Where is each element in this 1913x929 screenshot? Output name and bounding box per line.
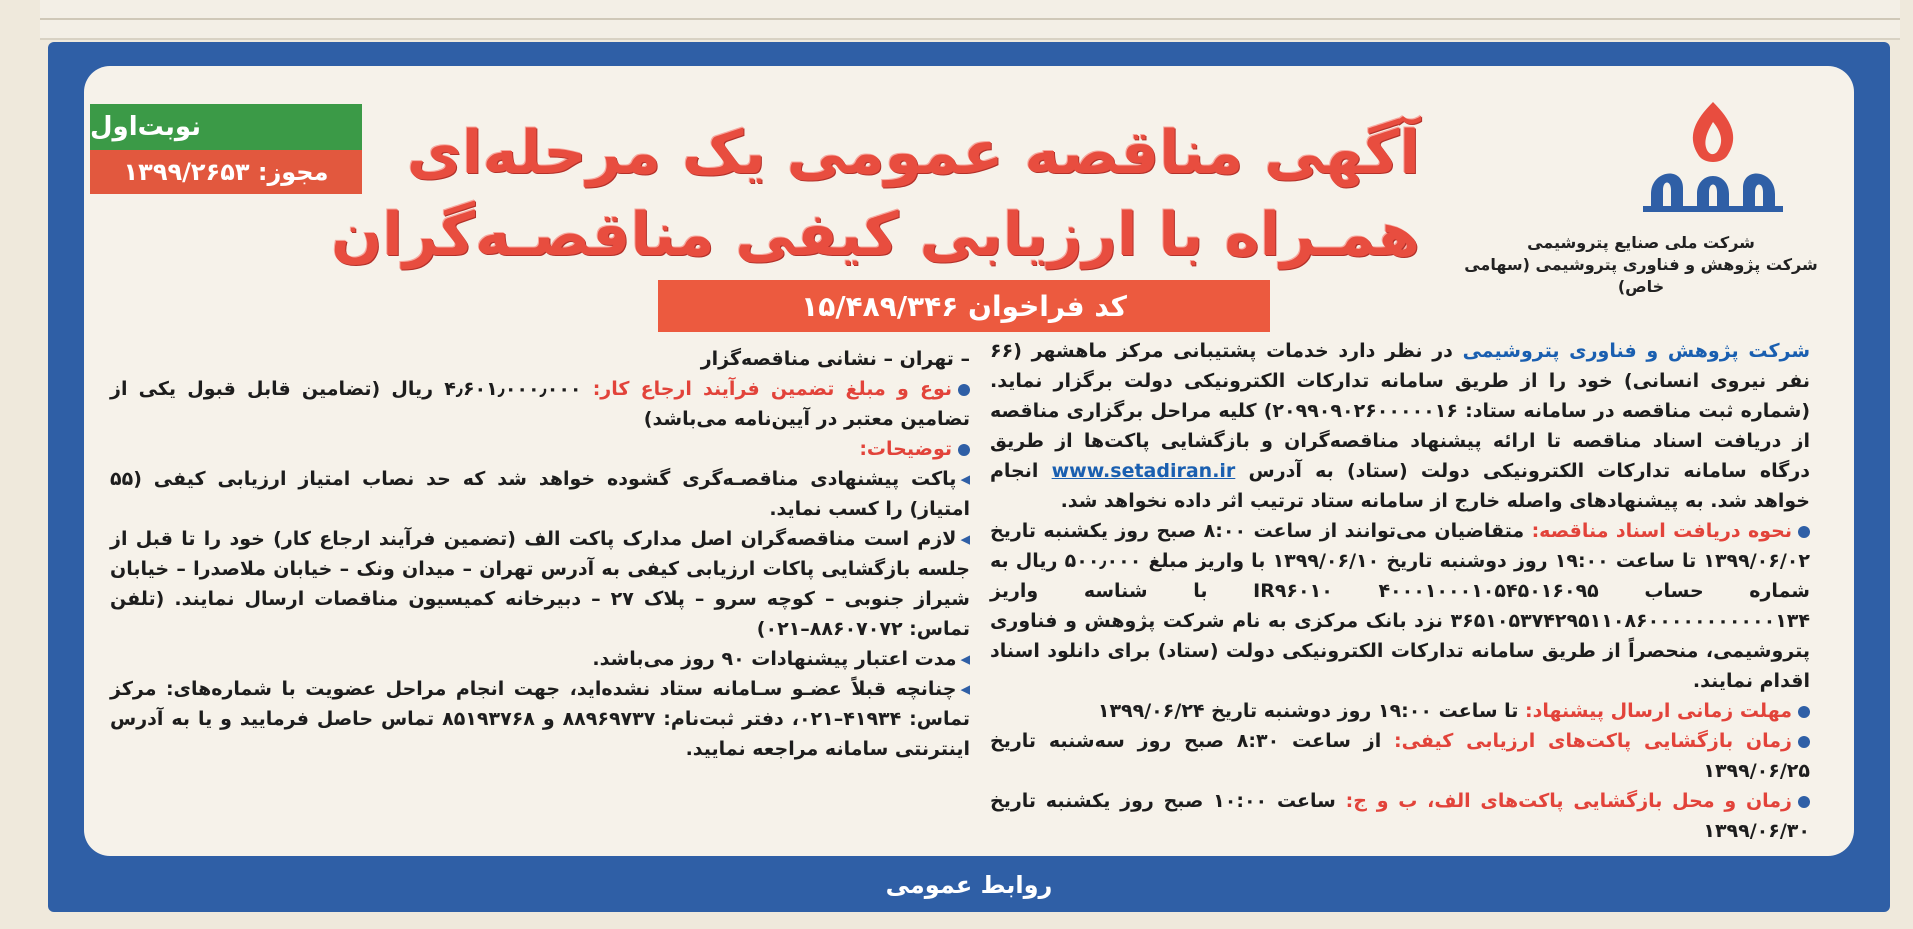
arrow-bullet-icon: ◂ [960,648,970,670]
bullet-dot-icon [958,444,970,456]
notes-label: توضیحات: [859,438,952,460]
documents-label: نحوه دریافت اسناد مناقصه: [1524,520,1792,542]
note-delivery-text: لازم است مناقصه‌گران اصل مدارک پاکت الف (تضمین فرآیند ارجاع کار) خود را تا قبل از جلسه بازگشایی پاکات ارزیابی کیفی به آدرس تهران – میدان ونک – خیابان ملاصدرا – خیابان شیراز جنوبی – کوچه سرو – پلاک ۲۷ – دبیرخانه کمیسیون مناقصات ارسال نمایند. (تلفن تماس: ۸۸۶۰۷۰۷۲–۰۲۱) [110,528,970,640]
registration-label: چنانچه قبلاً عضـو سـامانه ستاد نشده‌اید، جهت انجام مراحل عضویت با شماره‌های: [165,678,957,700]
intro-text-rest: خود را از طریق سامانه تدارکات الکترونیکی دولت برگزار نماید. (شماره ثبت مناقصه در سامانه ستاد: ۲۰۹۹۰۹۰۲۶۰۰۰۰۰۱۶) کلیه مراحل برگزاری مناقصه از دریافت اسناد مناقصه تا ارائه پیشنهاد مناقصه‌گران و بازگشایی پاکت‌ها از طریق درگاه سامانه تدارکات الکترونیکی دولت (ستاد) به آدرس [990,370,1811,482]
service-highlight: خدمات پشتیبانی مرکز ماهشهر (۶۶ نفر نیروی انسانی) [990,340,1811,392]
ad-title-line-1: آگهی مناقصه عمومی یک مرحله‌ای [406,118,1420,188]
guarantee-label: نوع و مبلغ تضمین فرآیند ارجاع کار: [581,378,952,400]
company-line-1: شرکت ملی صنایع پتروشیمی [1527,233,1755,252]
company-highlight: شرکت پژوهش و فناوری پتروشیمی [1462,340,1810,362]
registration-text: مرکز تماس: ۴۱۹۳۴–۰۲۱، دفتر ثبت‌نام: ۸۸۹۶۹۷۳۷ و ۸۵۱۹۳۷۶۸ تماس حاصل فرمایید و یا به آدرس اینترنتی سامانه مراجعه نمایید. [110,678,970,760]
company-name [1461,232,1821,298]
intro-text-end: انجام خواهد شد. به پیشنهادهای واصله خارج از سامانه ستاد ترتیب اثر داده نخواهد شد. [990,460,1810,512]
newspaper-top-strip [40,0,1900,40]
arrow-bullet-icon: ◂ [960,468,970,490]
right-column [990,336,1810,846]
arrow-bullet-icon: ◂ [960,678,970,700]
note-quality-threshold [110,464,970,524]
arrow-bullet-icon: ◂ [960,528,970,550]
quality-opening-label: زمان بازگشایی پاکت‌های ارزیابی کیفی: [1381,730,1792,752]
bullet-dot-icon [958,384,970,396]
bullet-dot-icon [1798,706,1810,718]
guarantee-text: ۴٫۶۰۱٫۰۰۰٫۰۰۰ ریال (تضامین قابل قبول یکی از تضامین معتبر در آیین‌نامه می‌باشد) [110,378,970,430]
address-line: – تهران – نشانی مناقصه‌گزار [700,348,970,370]
permit-badge: مجوز: ۱۳۹۹/۲۶۵۳ [90,150,362,194]
quality-opening-paragraph [990,726,1810,786]
setadiran-link[interactable]: www.setadiran.ir [1051,460,1236,482]
intro-text-mid: در نظر دارد [1328,340,1463,362]
call-code-bar: کد فراخوان ۱۵/۴۸۹/۳۴۶ [658,280,1270,332]
quality-opening-text: از ساعت ۸:۳۰ صبح روز سه‌شنبه تاریخ ۱۳۹۹/۰۶/۲۵ [990,730,1810,782]
bullet-dot-icon [1798,796,1810,808]
envelopes-opening-text: ساعت ۱۰:۰۰ صبح روز یکشنبه تاریخ ۱۳۹۹/۰۶/۳۰ [990,790,1810,842]
petrochemical-flame-logo-icon [1623,98,1803,218]
intro-paragraph [990,336,1810,516]
documents-text: متقاضیان می‌توانند از ساعت ۸:۰۰ صبح روز یکشنبه تاریخ ۱۳۹۹/۰۶/۰۲ تا ساعت ۱۹:۰۰ روز دوشنبه تاریخ ۱۳۹۹/۰۶/۱۰ با واریز مبلغ ۵۰۰٫۰۰۰ ریال به شماره حساب ۴۰۰۰۱۰۰۰۱۰۵۴۵۰۱۶۰۹۵ IR۹۶۰۱۰ با شناسه واریز ۳۶۵۱۰۵۳۷۴۲۹۵۱۱۰۸۶۰۰۰۰۰۰۰۰۰۰۰۱۳۴ نزد بانک مرکزی به نام شرکت پژوهش و فناوری پتروشیمی، منحصراً از طریق سامانه تدارکات الکترونیکی دولت (ستاد) برای دانلود اسناد اقدام نمایند. [990,520,1810,692]
note-validity-text: مدت اعتبار پیشنهادات ۹۰ روز می‌باشد. [592,648,957,670]
envelopes-opening-label: زمان و محل بازگشایی پاکت‌های الف، ب و ج: [1335,790,1792,812]
turn-badge: نوبت‌اول [90,104,362,150]
left-column [110,344,970,764]
envelopes-opening-paragraph [990,786,1810,846]
deadline-paragraph [990,696,1810,726]
notes-heading [110,434,970,464]
note-quality-text: پاکت پیشنهادی مناقصـه‌گری گشوده خواهد شد که حد نصاب امتیاز ارزیابی کیفی (۵۵ امتیاز) را کسب نماید. [110,468,970,520]
guarantee-paragraph [110,374,970,434]
public-relations-footer: روابط عمومی [885,871,1053,899]
note-registration [110,674,970,764]
deadline-text: تا ساعت ۱۹:۰۰ روز دوشنبه تاریخ ۱۳۹۹/۰۶/۲۴ [1097,700,1519,722]
bullet-dot-icon [1798,736,1810,748]
note-validity [110,644,970,674]
ad-title-line-2: همـراه با ارزیابی کیفی مناقصـه‌گران [331,200,1420,270]
deadline-label: مهلت زمانی ارسال پیشنهاد: [1518,700,1792,722]
bullet-dot-icon [1798,526,1810,538]
company-line-2: شرکت پژوهش و فناوری پتروشیمی (سهامی خاص) [1464,255,1818,296]
note-documents-delivery [110,524,970,644]
documents-paragraph [990,516,1810,696]
